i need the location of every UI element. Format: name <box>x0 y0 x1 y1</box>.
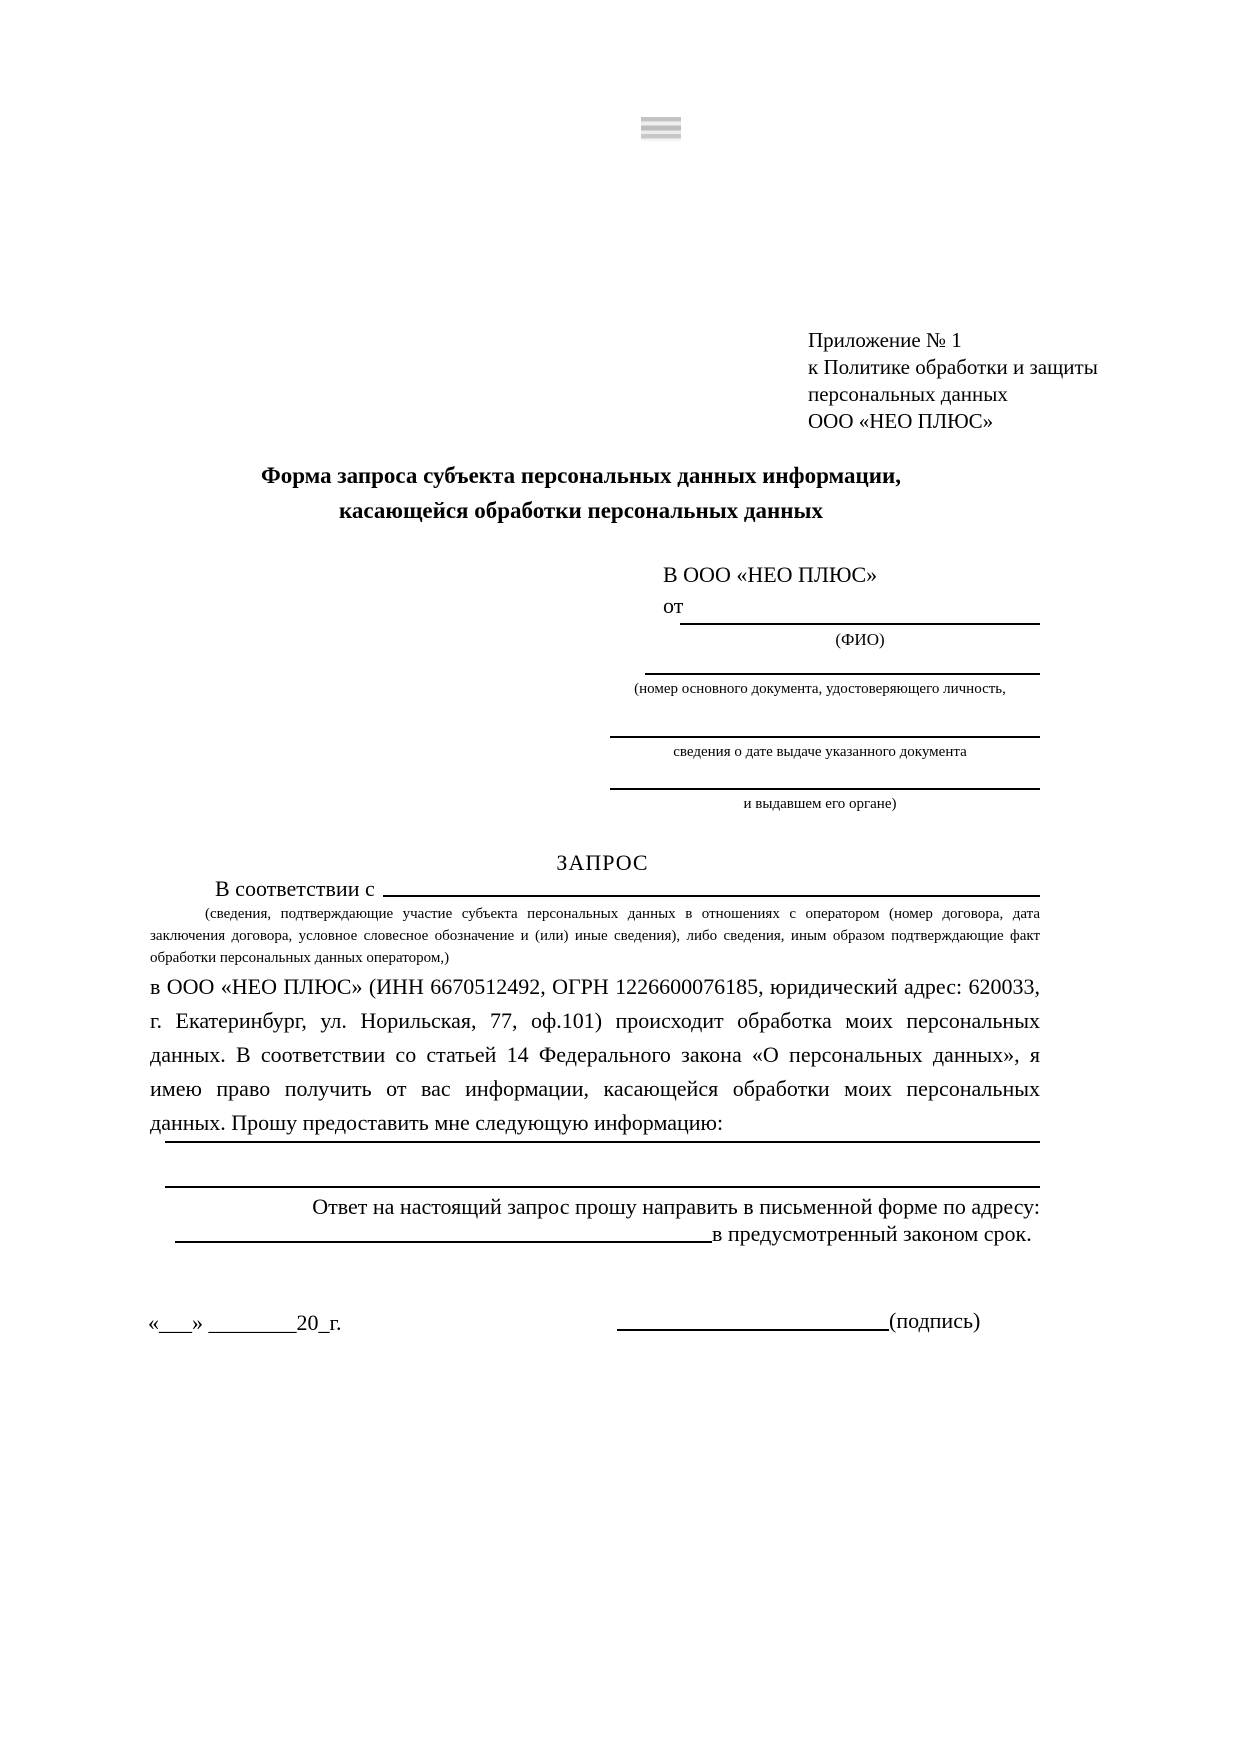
blurred-logo-icon <box>641 117 681 141</box>
title-line-1: Форма запроса субъекта персональных данных информации, <box>260 463 902 488</box>
lead-row <box>165 876 1040 902</box>
annex-line: к Политике обработки и защиты <box>808 355 1098 379</box>
annex-block <box>808 327 1098 435</box>
request-heading: ЗАПРОС <box>556 850 649 875</box>
information-blank-line-1[interactable] <box>165 1141 1040 1143</box>
reply-tail: в предусмотренный законом срок. <box>712 1221 1032 1246</box>
footnote-text: (сведения, подтверждающие участие субъекта персональных данных в отношениях с оператором (номер договора, дата заключения договора, условное словесное обозначение и (или) иные сведения), либо сведения, иным образом подтверждающие факт обработки персональных данных оператором,) <box>150 906 1040 966</box>
fio-blank-line[interactable] <box>680 623 1040 625</box>
information-blank-line-2[interactable] <box>165 1186 1040 1188</box>
date-blank[interactable]: «___» ________20_г. <box>148 1310 342 1335</box>
annex-line: Приложение № 1 <box>808 328 962 352</box>
addressee-from-label: от <box>663 593 684 618</box>
document-issuer-caption: и выдавшем его органе) <box>743 796 897 812</box>
document-issue-date-blank-line[interactable] <box>610 736 1040 738</box>
lead-label: В соответствии с <box>215 876 375 901</box>
address-blank-line[interactable] <box>175 1241 712 1243</box>
annex-line: персональных данных <box>808 382 1008 406</box>
fio-caption: (ФИО) <box>835 630 885 649</box>
addressee-to: В ООО «НЕО ПЛЮС» <box>663 562 878 587</box>
body-paragraph: в ООО «НЕО ПЛЮС» (ИНН 6670512492, ОГРН 1226600076185, юридический адрес: 620033, г. Екатеринбург, ул. Норильская, 77, оф.101) происходит обработка моих персональных данных. В соответствии со статьей 14 Федерального закона «О персональных данных», я имею право получить от вас информации, касающейся обработки моих персональных данных. Прошу предоставить мне следующую информацию: <box>150 974 1040 1135</box>
reply-instruction: Ответ на настоящий запрос прошу направить в письменной форме по адресу: <box>312 1194 1040 1219</box>
annex-line: ООО «НЕО ПЛЮС» <box>808 409 994 433</box>
signature-caption: (подпись) <box>889 1308 981 1333</box>
document-number-blank-line[interactable] <box>645 673 1040 675</box>
document-title <box>0 458 1162 528</box>
document-issue-date-caption: сведения о дате выдаче указанного документа <box>673 744 967 760</box>
title-line-2: касающейся обработки персональных данных <box>338 498 824 523</box>
signature-blank-line[interactable] <box>617 1329 889 1331</box>
document-number-caption: (номер основного документа, удостоверяющего личность, <box>634 681 1006 697</box>
document-issuer-blank-line[interactable] <box>610 788 1040 790</box>
lead-blank-line[interactable] <box>383 895 1040 897</box>
